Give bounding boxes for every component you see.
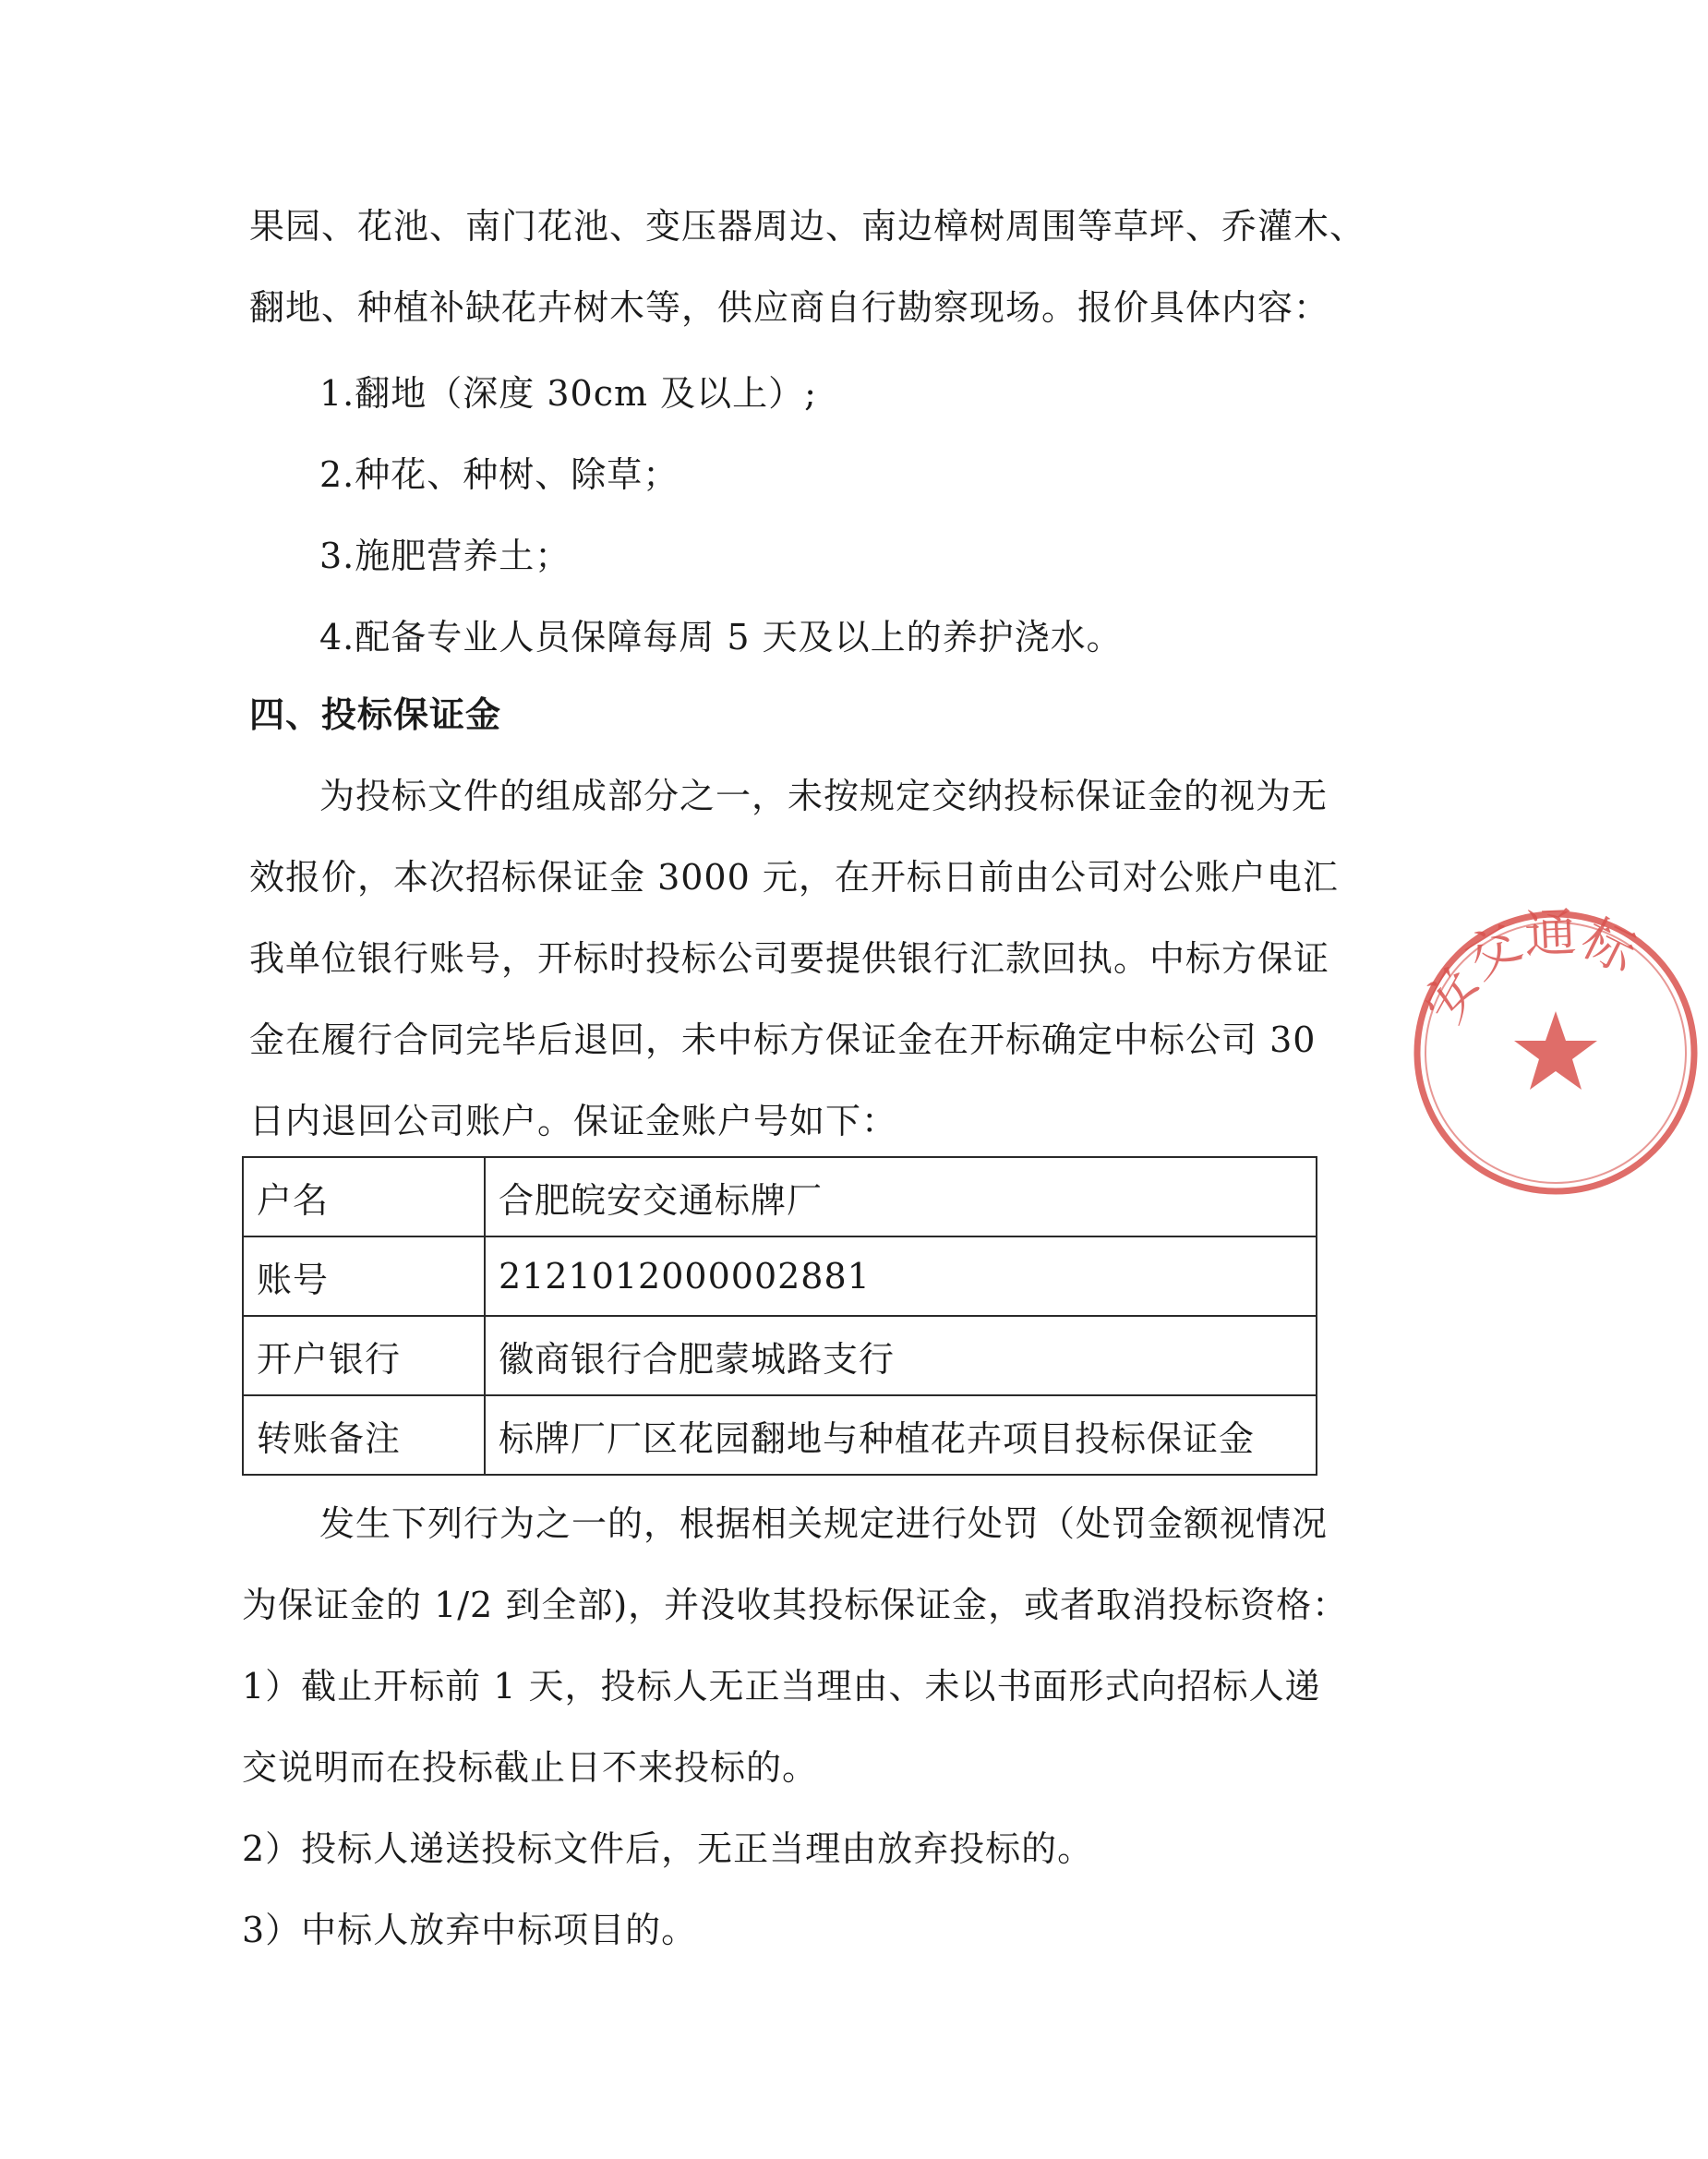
table-row <box>243 1236 1317 1316</box>
table-row <box>243 1395 1317 1475</box>
section-heading: 四、投标保证金 <box>249 694 502 735</box>
paragraph-line: 为保证金的 1/2 到全部)，并没收其投标保证金，或者取消投标资格： <box>242 1585 1349 1625</box>
list-item: 3）中标人放弃中标项目的。 <box>242 1910 698 1950</box>
table-key-cell: 账号 <box>243 1236 485 1316</box>
table-value-cell: 合肥皖安交通标牌厂 <box>485 1157 1317 1236</box>
seal-text: 安交通标 <box>1413 902 1646 1032</box>
table-key-cell: 转账备注 <box>243 1395 485 1475</box>
list-item: 交说明而在投标截止日不来投标的。 <box>242 1747 819 1788</box>
paragraph-line: 效报价，本次招标保证金 3000 元，在开标日前由公司对公账户电汇 <box>249 857 1339 898</box>
table-row <box>243 1316 1317 1395</box>
seal-star-icon <box>1514 1011 1597 1090</box>
paragraph-line: 日内退回公司账户。保证金账户号如下： <box>249 1101 898 1141</box>
table-row <box>243 1157 1317 1236</box>
paragraph-line: 为投标文件的组成部分之一，未按规定交纳投标保证金的视为无 <box>319 776 1329 816</box>
table-value-cell: 2121012000002881 <box>485 1236 1317 1316</box>
paragraph-line: 我单位银行账号，开标时投标公司要提供银行汇款回执。中标方保证 <box>249 938 1330 979</box>
list-item: 2）投标人递送投标文件后，无正当理由放弃投标的。 <box>242 1828 1094 1869</box>
list-item: 4.配备专业人员保障每周 5 天及以上的养护浇水。 <box>319 617 1123 657</box>
paragraph-line: 金在履行合同完毕后退回，未中标方保证金在开标确定中标公司 30 <box>249 1019 1317 1060</box>
account-table <box>242 1156 1317 1476</box>
table-value-cell: 徽商银行合肥蒙城路支行 <box>485 1316 1317 1395</box>
table-value-cell: 标牌厂厂区花园翻地与种植花卉项目投标保证金 <box>485 1395 1317 1475</box>
paragraph-line: 果园、花池、南门花池、变压器周边、南边樟树周围等草坪、乔灌木、 <box>249 206 1366 247</box>
list-item: 1.翻地（深度 30cm 及以上）; <box>319 373 817 414</box>
list-item: 2.种花、种树、除草； <box>319 454 680 495</box>
list-item: 1）截止开标前 1 天，投标人无正当理由、未以书面形式向招标人递 <box>242 1666 1321 1707</box>
list-item: 3.施肥营养土； <box>319 536 571 576</box>
table-key-cell: 户名 <box>243 1157 485 1236</box>
paragraph-line: 发生下列行为之一的，根据相关规定进行处罚（处罚金额视情况 <box>319 1503 1329 1544</box>
paragraph-line: 翻地、种植补缺花卉树木等，供应商自行勘察现场。报价具体内容： <box>249 287 1330 328</box>
company-seal <box>1403 900 1708 1205</box>
table-key-cell: 开户银行 <box>243 1316 485 1395</box>
